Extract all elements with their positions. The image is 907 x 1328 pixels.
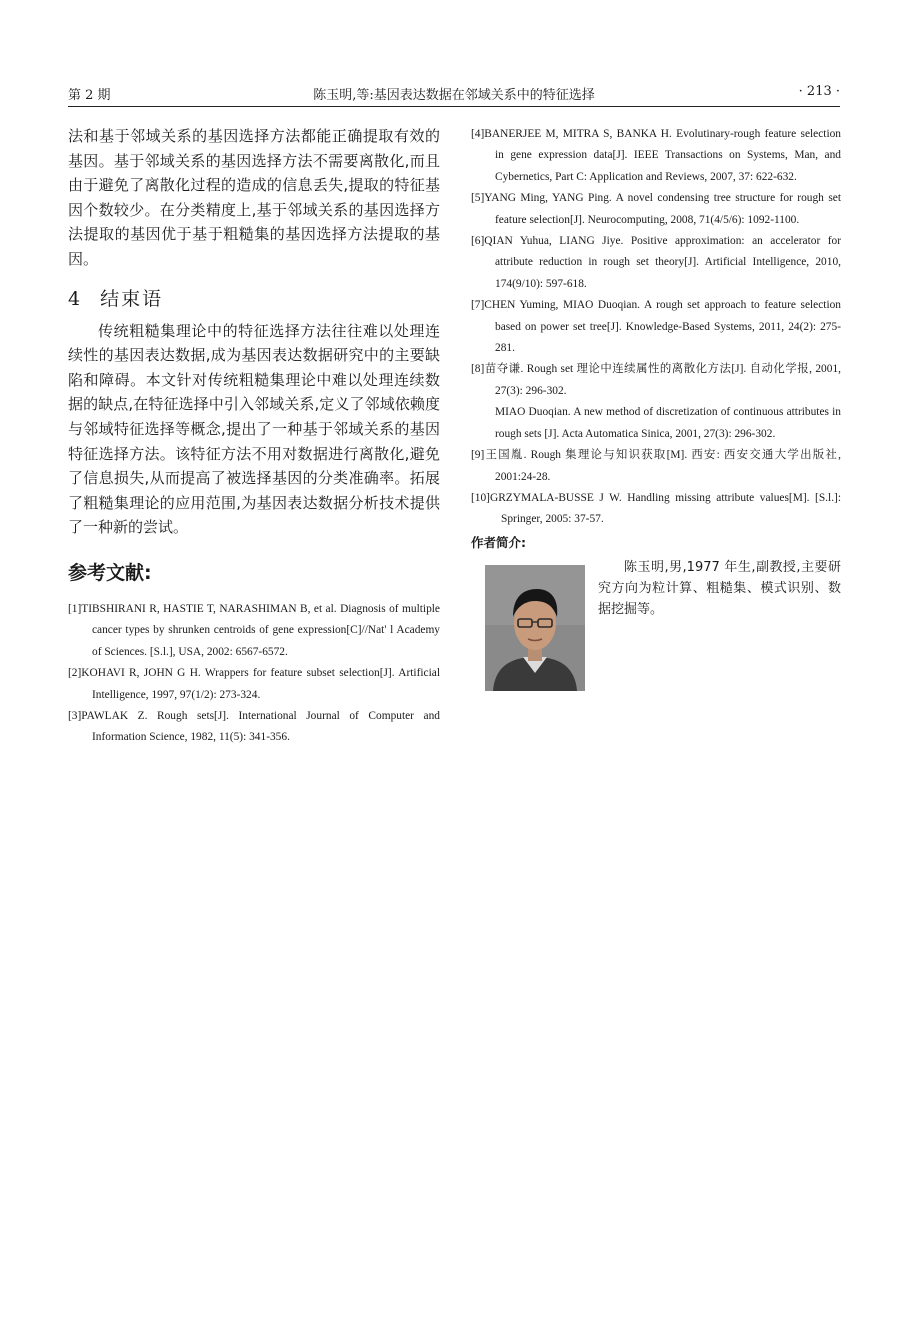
- reference-item: [68, 599, 440, 663]
- issue-number: 第 2 期: [68, 88, 111, 103]
- reference-text: BANERJEE M, MITRA S, BANKA H. Evolutinary-rough feature selection in gene expression data[J]. IEEE Transactions on Systems, Man, and Cybernetics, Part C: Application and Reviews, 2007, 37: 622-632.: [484, 128, 841, 183]
- author-bio: [471, 557, 841, 687]
- section-heading: [68, 284, 440, 311]
- author-photo: [485, 565, 585, 691]
- reference-number: [8]: [471, 363, 485, 376]
- reference-number: [1]: [68, 602, 82, 615]
- references-list-right: [471, 124, 841, 531]
- references-heading: 参考文献:: [68, 561, 152, 584]
- reference-item: [471, 231, 841, 295]
- reference-item: [471, 295, 841, 359]
- header-rule: [68, 106, 840, 107]
- reference-item: [68, 663, 440, 706]
- reference-text: QIAN Yuhua, LIANG Jiye. Positive approximation: an accelerator for attribute reduction in rough set theory[J]. Artificial Intelligence, 2010, 174(9/10): 597-618.: [484, 235, 841, 290]
- reference-item: [68, 706, 440, 749]
- reference-item: [471, 188, 841, 231]
- reference-number: [10]: [471, 491, 490, 504]
- reference-translation: MIAO Duoqian. A new method of discretization of continuous attributes in rough sets [J]. Acta Automatica Sinica, 2001, 27(3): 296-302.: [495, 406, 841, 440]
- reference-number: [3]: [68, 709, 82, 722]
- reference-number: [2]: [68, 667, 82, 680]
- section-number: 4: [68, 287, 83, 310]
- reference-text: 苗夺谦. Rough set 理论中连续属性的离散化方法[J]. 自动化学报, 2001, 27(3): 296-302.: [484, 363, 841, 397]
- right-column: [471, 124, 841, 687]
- reference-item: [471, 359, 841, 402]
- reference-number: [7]: [471, 299, 485, 312]
- reference-item: [471, 445, 841, 488]
- reference-number: [6]: [471, 235, 485, 248]
- section-title: 结束语: [100, 287, 164, 310]
- reference-number: [4]: [471, 128, 485, 140]
- reference-text: KOHAVI R, JOHN G H. Wrappers for feature subset selection[J]. Artificial Intelligence, 1997, 97(1/2): 273-324.: [81, 667, 440, 701]
- reference-number: [9]: [471, 449, 485, 462]
- reference-text: CHEN Yuming, MIAO Duoqian. A rough set approach to feature selection based on power set tree[J]. Knowledge-Based Systems, 2011, 24(2): 275-281.: [484, 299, 841, 355]
- conclusion-paragraph: 传统粗糙集理论中的特征选择方法往往难以处理连续性的基因表达数据,成为基因表达数据研究中的主要缺陷和障碍。本文针对传统粗糙集理论中难以处理连续数据的缺点,在特征选择中引入邻域关系,定义了邻域依赖度与邻域特征选择等概念,提出了一种基于邻域关系的基因特征选择方法。该特征方法不用对数据进行离散化,避免了信息损失,从而提高了被选择基因的分类准确率。拓展了粗糙集理论的应用范围,为基因表达数据分析技术提供了一种新的尝试。: [68, 321, 440, 537]
- reference-number: [5]: [471, 192, 485, 205]
- reference-text: PAWLAK Z. Rough sets[J]. International Journal of Computer and Information Science, 1982, 11(5): 341-356.: [81, 709, 440, 744]
- left-column: [68, 124, 440, 749]
- running-title: 陈玉明,等:基因表达数据在邻域关系中的特征选择: [313, 88, 595, 103]
- author-bio-heading: 作者简介:: [471, 534, 526, 550]
- author-portrait-icon: [485, 565, 585, 691]
- reference-item: [471, 488, 841, 531]
- page-number: · 213 ·: [798, 84, 840, 99]
- author-bio-text: 陈玉明,男,1977 年生,副教授,主要研究方向为粒计算、粗糙集、模式识别、数据挖掘等。: [598, 559, 841, 617]
- reference-text: 王国胤. Rough 集理论与知识获取[M]. 西安: 西安交通大学出版社, 2001:24-28.: [484, 449, 841, 483]
- reference-text: GRZYMALA-BUSSE J W. Handling missing attribute values[M]. [S.l.]: Springer, 2005: 37-57.: [489, 491, 841, 526]
- reference-text: YANG Ming, YANG Ping. A novel condensing tree structure for rough set feature selection[J]. Neurocomputing, 2008, 71(4/5/6): 1092-1100.: [484, 192, 841, 226]
- running-header: [68, 84, 840, 106]
- reference-text: TIBSHIRANI R, HASTIE T, NARASHIMAN B, et al. Diagnosis of multiple cancer types by shrunken centroids of gene expression[C]//Nat' l Academy of Sciences. [S.l.], USA, 2002: 6567-6572.: [81, 602, 440, 658]
- references-list-left: [68, 599, 440, 749]
- continued-paragraph: 法和基于邻域关系的基因选择方法都能正确提取有效的基因。基于邻域关系的基因选择方法不需要离散化,而且由于避免了离散化过程的造成的信息丢失,提取的特征基因个数较少。在分类精度上,基于邻域关系的基因选择方法提取的基因优于基于粗糙集的基因选择方法提取的基因。: [68, 127, 440, 268]
- reference-item: [471, 124, 841, 188]
